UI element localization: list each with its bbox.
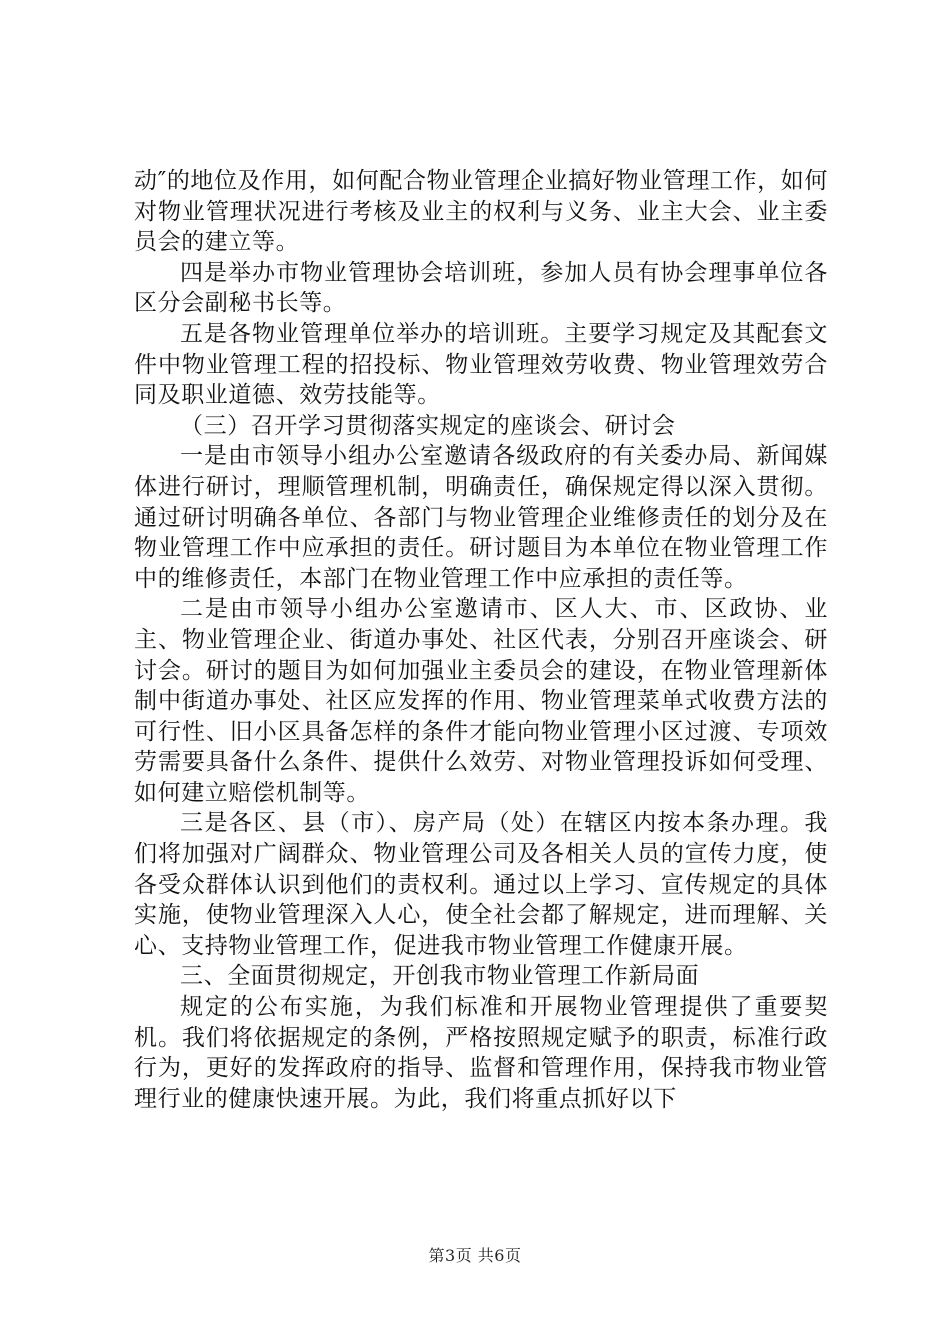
document-body <box>134 166 828 1114</box>
section-heading-part-three: 三、全面贯彻规定，开创我市物业管理工作新局面 <box>180 963 700 990</box>
paragraph-continuation: 动″的地位及作用，如何配合物业管理企业搞好物业管理工作，如何对物业管理状况进行考核及业主的权利与义务、业主大会、业主委员会的建立等。 <box>134 168 828 256</box>
paragraph-seminar-one: 一是由市领导小组办公室邀请各级政府的有关委办局、新闻媒体进行研讨，理顺管理机制，明确责任，确保规定得以深入贯彻。通过研讨明确各单位、各部门与物业管理企业维修责任的划分及在物业管理工作中应承担的责任。研讨题目为本单位在物业管理工作中的维修责任，本部门在物业管理工作中应承担的责任等。 <box>134 443 828 592</box>
paragraph-item-four: 四是举办市物业管理协会培训班，参加人员有协会理事单位各区分会副秘书长等。 <box>134 259 828 317</box>
section-heading-seminars: （三）召开学习贯彻落实规定的座谈会、研讨会 <box>180 412 676 439</box>
paragraph-implementation: 规定的公布实施，为我们标准和开展物业管理提供了重要契机。我们将依据规定的条例，严格按照规定赋予的职责，标准行政行为，更好的发挥政府的指导、监督和管理作用，保持我市物业管理行业的健康快速开展。为此，我们将重点抓好以下 <box>134 994 828 1112</box>
paragraph-seminar-two: 二是由市领导小组办公室邀请市、区人大、市、区政协、业主、物业管理企业、街道办事处、社区代表，分别召开座谈会、研讨会。研讨的题目为如何加强业主委员会的建设，在物业管理新体制中街道办事处、社区应发挥的作用、物业管理菜单式收费方法的可行性、旧小区具备怎样的条件才能向物业管理小区过渡、专项效劳需要具备什么条件、提供什么效劳、对物业管理投诉如何受理、如何建立赔偿机制等。 <box>134 596 828 806</box>
paragraph-item-five: 五是各物业管理单位举办的培训班。主要学习规定及其配套文件中物业管理工程的招投标、物业管理效劳收费、物业管理效劳合同及职业道德、效劳技能等。 <box>134 320 828 409</box>
paragraph-seminar-three: 三是各区、县（市）、房产局（处）在辖区内按本条办理。我们将加强对广阔群众、物业管理公司及各相关人员的宣传力度，使各受众群体认识到他们的责权利。通过以上学习、宣传规定的具体实施，使物业管理深入人心，使全社会都了解规定，进而理解、关心、支持物业管理工作，促进我市物业管理工作健康开展。 <box>134 810 828 959</box>
page-number-footer: 第3页 共6页 <box>428 1246 522 1265</box>
